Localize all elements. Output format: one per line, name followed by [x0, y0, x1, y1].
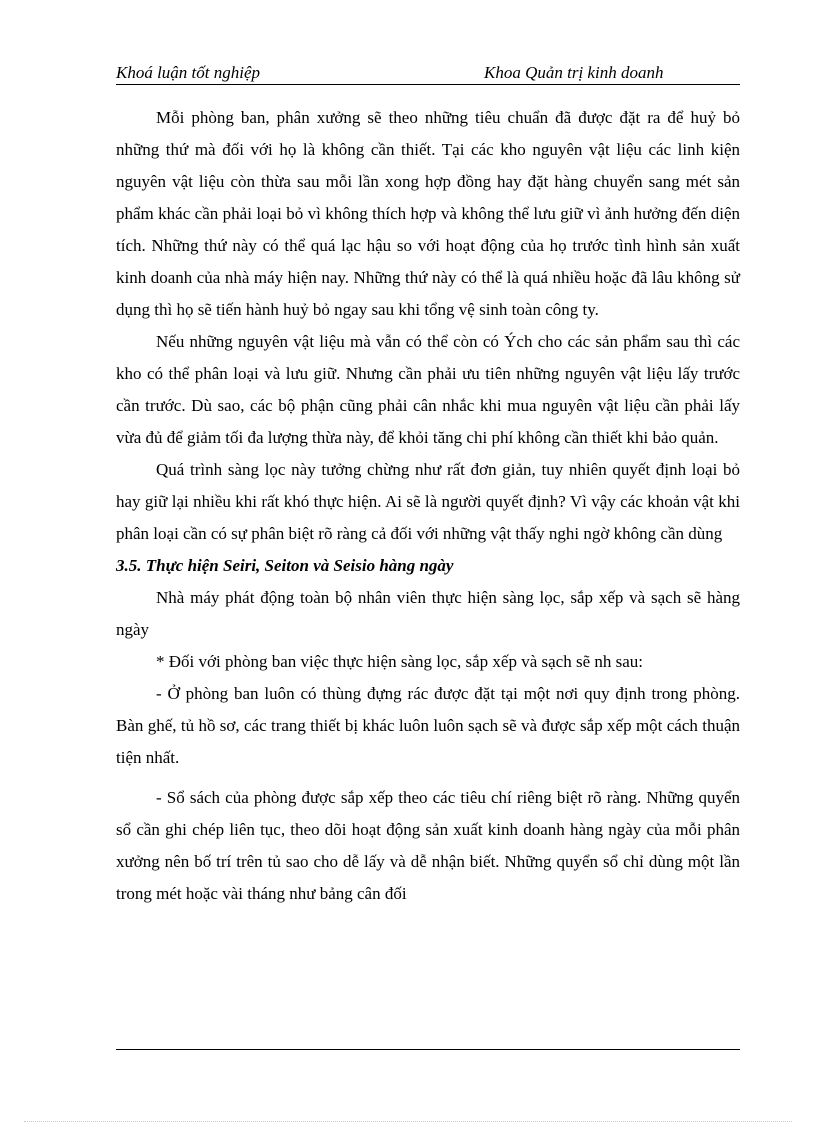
paragraph-record-books: - Sổ sách của phòng được sắp xếp theo các tiêu chí riêng biệt rõ ràng. Những quyển sổ cần ghi chép liên tục, theo dõi hoạt động sản xuất kinh doanh hàng ngày của mỗi phân xưởng nên bố trí trên tủ sao cho dễ lấy và dễ nhận biết. Những quyển sổ chỉ dùng một lần trong mét hoặc vài tháng như bảng cân đối [116, 788, 740, 903]
paragraph-disposal-standards: Mỗi phòng ban, phân xưởng sẽ theo những tiêu chuẩn đã được đặt ra để huỷ bỏ những thứ mà đối với họ là không cần thiết. Tại các kho nguyên vật liệu các linh kiện nguyên vật liệu còn thừa sau mỗi lần xong hợp đồng hay đặt hàng chuyển sang mét sản phẩm khác cần phải loại bỏ vì không thích hợp và không thể lưu giữ vì ảnh hưởng đến diện tích. Những thứ này có thể quá lạc hậu so với hoạt động của họ trước tình hình sản xuất kinh doanh của nhà máy hiện nay. Những thứ này có thể là quá nhiều hoặc đã lâu không sử dụng thì họ sẽ tiến hành huỷ bỏ ngay sau khi tổng vệ sinh toàn công ty. [116, 108, 740, 319]
footer-rule [116, 1049, 740, 1050]
paragraph-daily-campaign: Nhà máy phát động toàn bộ nhân viên thực hiện sàng lọc, sắp xếp và sạch sẽ hàng ngày [116, 588, 740, 639]
header-thesis-title: Khoá luận tốt nghiệp [116, 63, 261, 82]
page-body [116, 102, 740, 910]
header-faculty: Khoa Quản trị kinh doanh [484, 63, 664, 82]
section-heading-3-5: 3.5. Thực hiện Seiri, Seiton và Seisio hàng ngày [116, 556, 454, 575]
page-edge-divider [24, 1121, 792, 1122]
page-header [116, 60, 740, 85]
paragraph-department-intro: * Đối với phòng ban việc thực hiện sàng lọc, sắp xếp và sạch sẽ nh sau: [156, 652, 644, 671]
paragraph-sorting-process: Quá trình sàng lọc này tưởng chừng như rất đơn giản, tuy nhiên quyết định loại bỏ hay giữ lại nhiều khi rất khó thực hiện. Ai sẽ là người quyết định? Vì vậy các khoản vật khi phân loại cần có sự phân biệt rõ ràng cả đối với những vật thấy nghi ngờ không cần dùng [116, 460, 740, 543]
paragraph-material-storage: Nếu những nguyên vật liệu mà vẫn có thể còn có Ých cho các sản phẩm sau thì các kho có thể phân loại và lưu giữ. Nhưng cần phải ưu tiên những nguyên vật liệu lấy trước cần trước. Dù sao, các bộ phận cũng phải cân nhắc khi mua nguyên vật liệu cần phải lấy vừa đủ để giảm tối đa lượng thừa này, để khỏi tăng chi phí không cần thiết khi bảo quản. [116, 332, 740, 447]
paragraph-trash-bin: - Ở phòng ban luôn có thùng đựng rác được đặt tại một nơi quy định trong phòng. Bàn ghế, tủ hồ sơ, các trang thiết bị khác luôn luôn sạch sẽ và được sắp xếp một cách thuận tiện nhất. [116, 684, 740, 767]
